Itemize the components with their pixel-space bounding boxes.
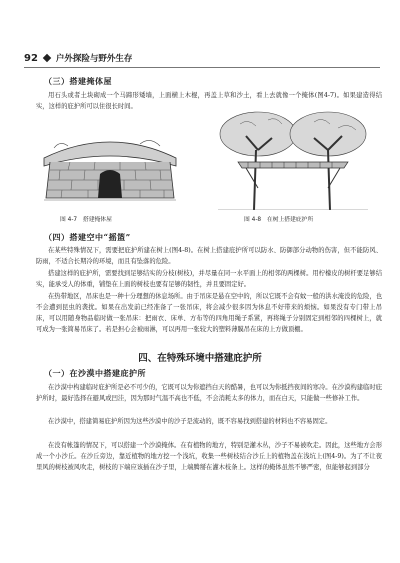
running-header <box>24 52 384 64</box>
paragraph-desert-2: 在沙漠中，搭建简易庇护所因为这些沙漠中的沙子是流动的，既不容易找到搭建的材料也不容易固定。 <box>48 418 332 425</box>
figure-caption-shelter-house: 图 4-7 搭建掩体屋 <box>60 217 112 223</box>
section-heading-shelter-house: （三）搭建掩体屋 <box>44 76 112 86</box>
book-title: 户外探险与野外生存 <box>55 54 133 64</box>
diamond-bullet-icon <box>43 54 51 62</box>
paragraph-sky-cradle-1: 在某些特殊情况下，需要把庇护所建在树上(图4-8)。在树上搭建庇护所可以防水、防御部分动物的伤害，但不能防风、防雨，不适合长期冷的环境，而且有坠落的危险。 <box>36 247 382 265</box>
paragraph-desert-3: 在没有帐篷的情况下，可以搭建一个沙漠掩体。在有植物的地方，特别是灌木丛，沙子不易被吹走。因此，这些地方会形成一个小沙丘。在沙丘旁边，靠近植物的地方挖一个浅坑，收集一些树枝结合沙丘上的植物盖在浅坑上(图4-9)。为了不让夜里风的树枝被风吹走，树枝的下端应该插在沙子里，上端腾掰在灌木枝条上。这样的掩体虽然不够严密，但能够起到部分 <box>36 442 382 471</box>
figure-shelter-house-illustration <box>40 118 180 206</box>
section-heading-sky-cradle: （四）搭建空中“摇篮” <box>44 232 131 242</box>
figure-caption-tree-shelter: 图 4-8 在树上搭建庇护所 <box>244 217 314 223</box>
section-heading-desert-shelter: （一）在沙漠中搭建庇护所 <box>44 368 146 378</box>
page-number: 92 <box>24 52 38 64</box>
paragraph-desert-1: 在沙漠中构建临时庇护所是必不可少的，它既可以为你遮挡白天的酷暑，也可以为你抵挡夜间的寒冷。在沙漠构建临时庇护所时，最好选择在避风或凹洼，因为那时气温不高也不低，不会消耗太多的体力，而在白天，只能做一些修补工作。 <box>36 384 382 402</box>
chapter-section-heading: 四、在特殊环境中搭建庇护所 <box>138 353 262 364</box>
header-rule <box>24 67 380 68</box>
paragraph-sky-cradle-2: 搭建这样的庇护所，需要找到足够结实的分枝(树枝)，并尽量在同一水平面上的相邻的两棵树。用柠檬皮的树杆要足够结实，能承受人的体重，铺垫在上面的树枝也要有足够的韧性，并且要固定好。 <box>36 270 382 288</box>
figure-tree-shelter-illustration <box>218 110 368 210</box>
paragraph-sky-cradle-3: 在热带地区，吊床也是一种十分理想的休息场所。由于吊床是悬在空中的，所以它既不会有蚊一般的洪水淹没的危险，也不会遭到昆虫的袭扰。如果在出发前已经准备了一张吊床，将会减少很多因为休息不好带来的烦恼。如果没有专门带上吊床，可以用随身物品临时做一张吊床：把雨衣、床单、方布等的四角用绳子系紧，再将绳子分别固定到相邻的四棵树上，就可成为一张简易吊床了。若是担心会被雨淋，可以再用一张较大的塑料薄膜吊在床的上方做顶棚。 <box>36 293 382 333</box>
paragraph-shelter-house: 用石头或者土块砌成一个马蹄形矮墙，上面横上木棍，再盖上草和沙土，看上去就像一个掩体(图4-7)。如果建造得结实，这样的庇护所可以住很长时间。 <box>36 92 382 110</box>
